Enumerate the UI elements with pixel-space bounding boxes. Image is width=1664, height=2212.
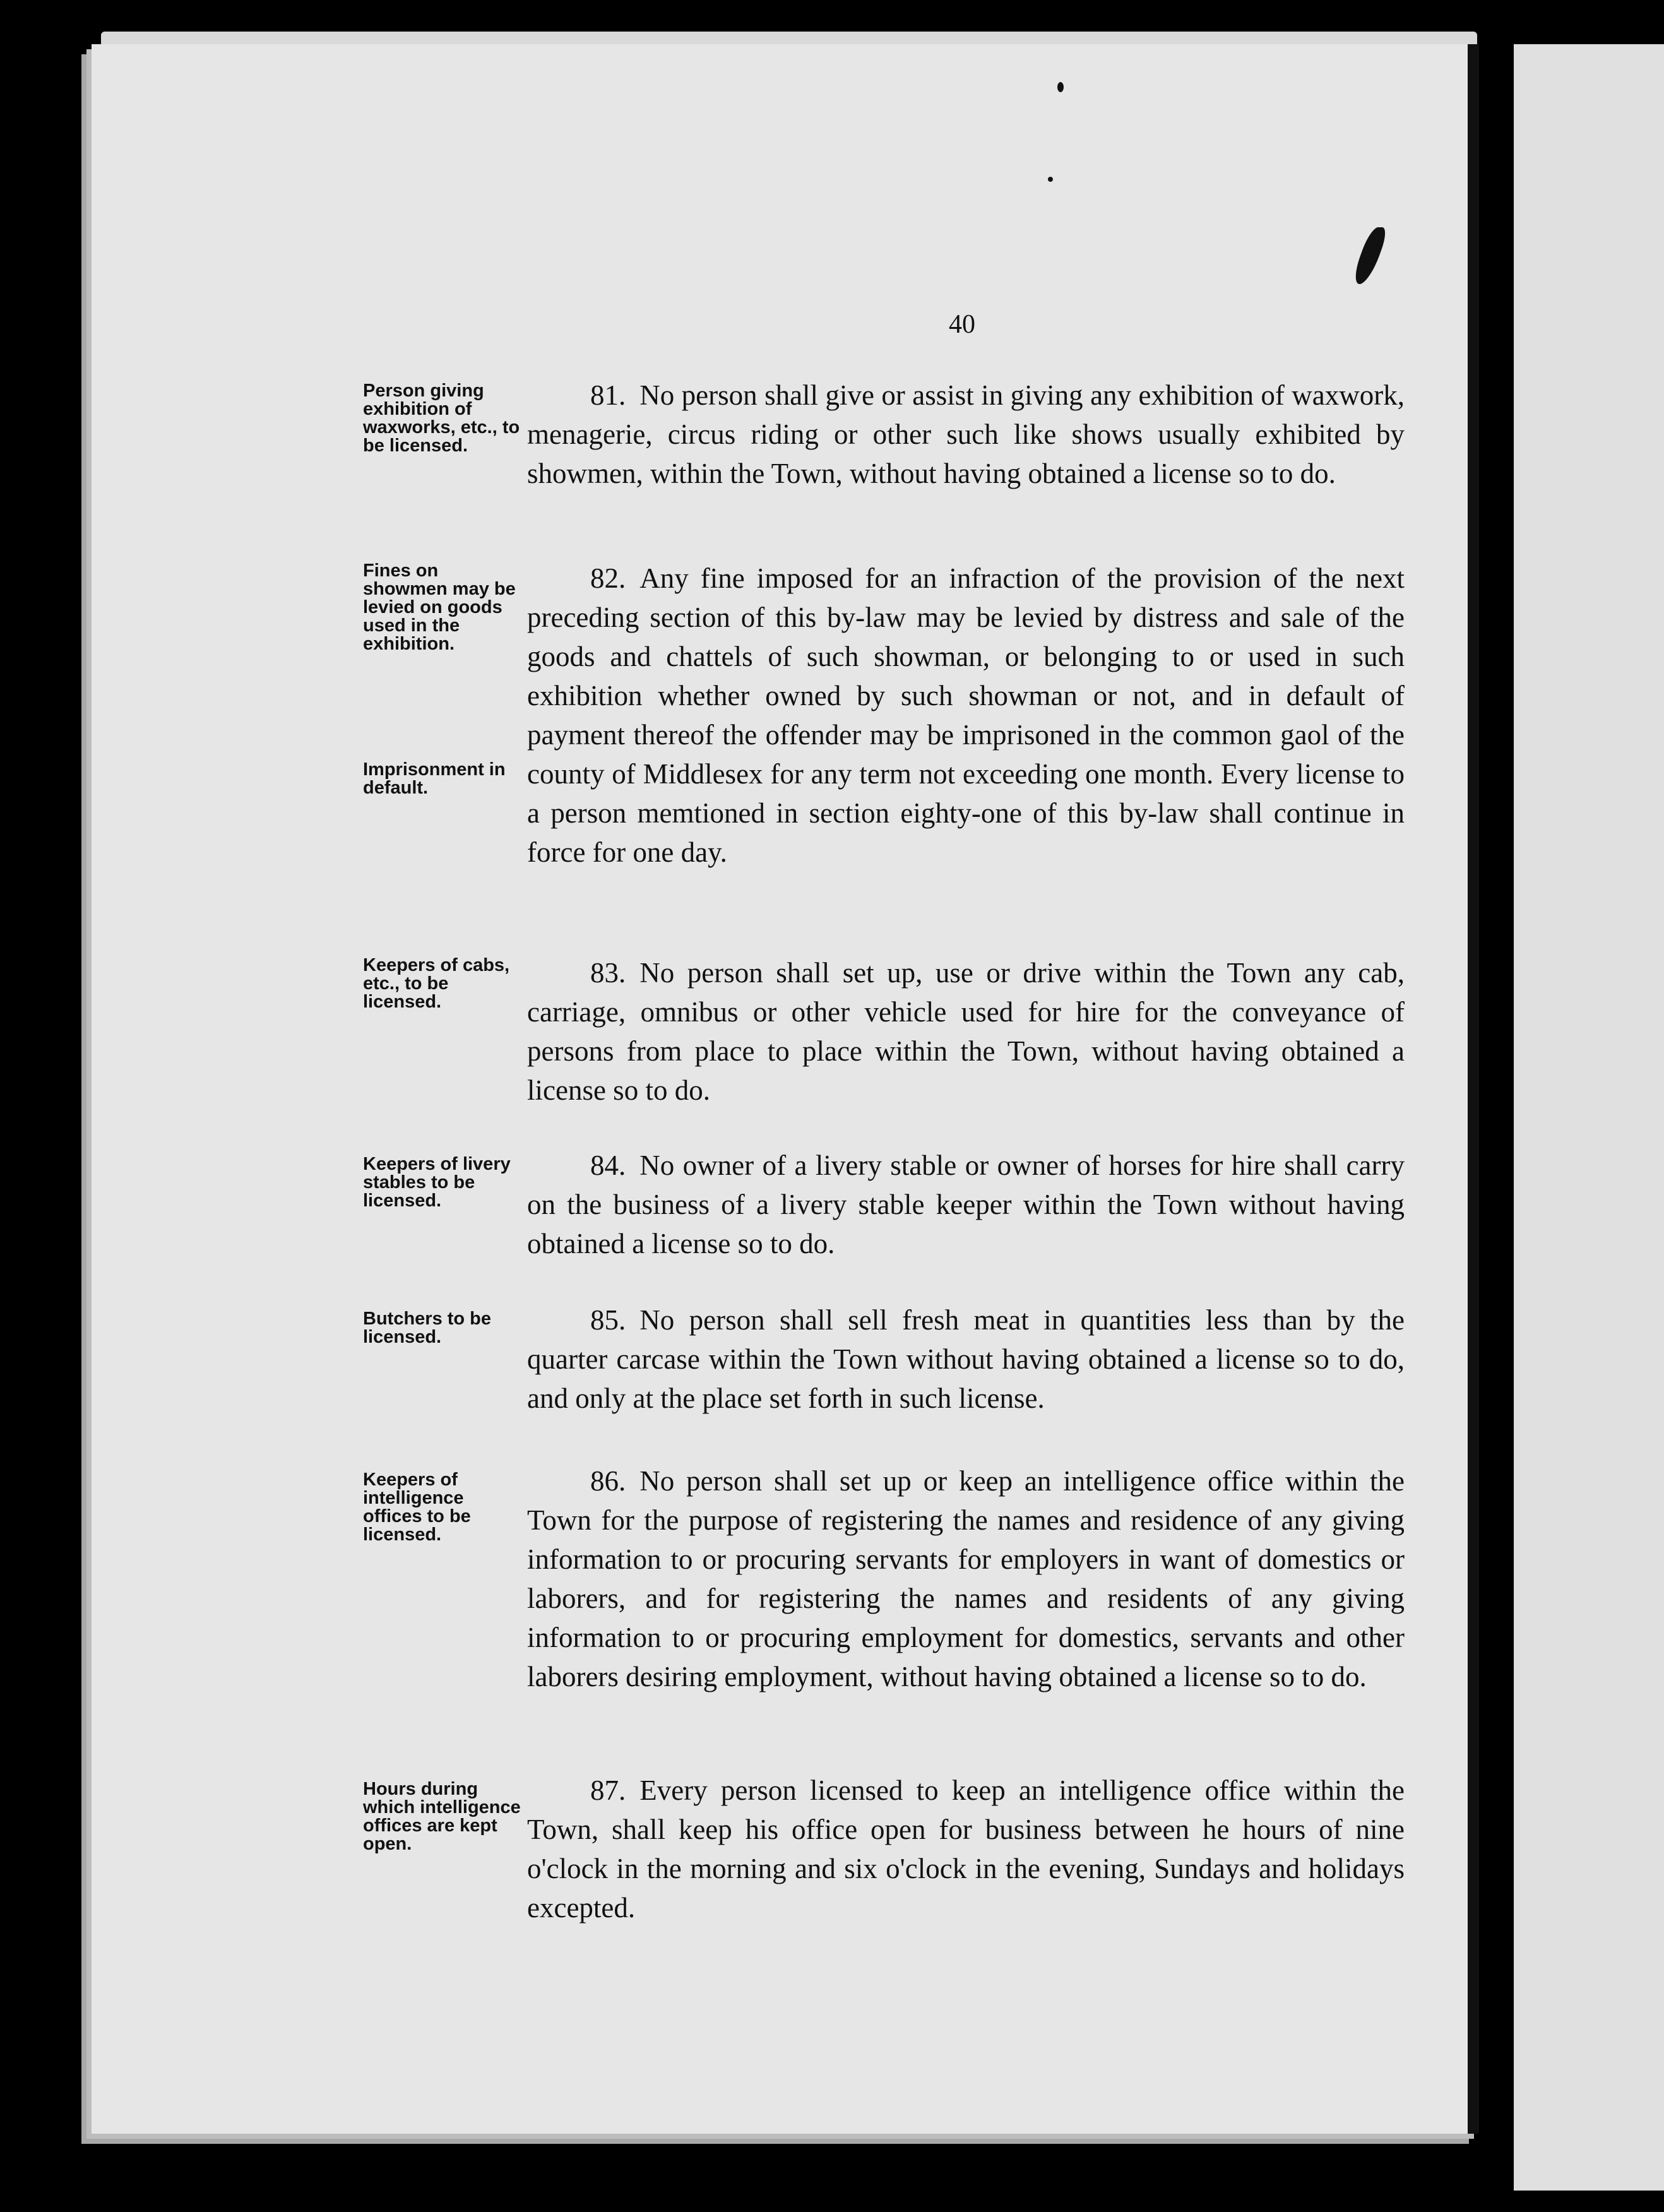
section-text — [527, 1771, 1405, 1927]
margin-note: Person giving exhibition of waxworks, etc., to be licensed. — [363, 381, 520, 456]
section-number: 81. — [590, 379, 626, 411]
speck — [1057, 82, 1064, 92]
section-body: Every person licensed to keep an intelligence office within the Town, shall keep his office open for business between he hours of nine o'clock in the morning and six o'clock in the evening, Sundays and holidays excepted. — [527, 1775, 1405, 1924]
document-page — [92, 44, 1479, 2134]
margin-note: Keepers of cabs, etc., to be licensed. — [363, 955, 510, 1012]
speck — [1048, 177, 1053, 182]
section-body: No person shall set up, use or drive within the Town any cab, carriage, omnibus or other vehicle used for hire for the conveyance of persons from place to place within the Town, without having obtained a license so to do. — [527, 957, 1405, 1106]
margin-note-secondary: Imprisonment in default. — [363, 759, 506, 798]
section-text — [527, 376, 1405, 493]
section-text — [527, 1300, 1405, 1418]
section-number: 83. — [590, 957, 626, 989]
margin-note: Butchers to be licensed. — [363, 1309, 492, 1347]
section-body: No person shall set up or keep an intelligence office within the Town for the purpose of registering the names and residence of any giving information to or procuring servants for employers in want of domestics or laborers, and for registering the names and residents of any giving information to or procuring employment for domestics, servants and other laborers desiring employment, without having obtained a license so to do. — [527, 1465, 1405, 1692]
section-number: 82. — [590, 562, 626, 594]
section-body: No person shall give or assist in giving any exhibition of waxwork, menagerie, circus riding or other such like shows usually exhibited by showmen, within the Town, without having obtained a license so to do. — [527, 379, 1405, 489]
section-number: 87. — [590, 1775, 626, 1806]
ink-mark — [1350, 227, 1390, 284]
section-text — [527, 1461, 1405, 1696]
section-number: 86. — [590, 1465, 626, 1497]
page-number: 40 — [949, 310, 975, 339]
section-text — [527, 559, 1405, 872]
section-number: 85. — [590, 1304, 626, 1336]
section-number: 84. — [590, 1150, 626, 1181]
facing-page-edge — [1514, 44, 1664, 2191]
margin-note: Fines on showmen may be levied on goods used in the exhibition. — [363, 561, 516, 654]
margin-note: Keepers of intelligence offices to be licensed. — [363, 1470, 471, 1545]
section-body: No owner of a livery stable or owner of horses for hire shall carry on the business of a livery stable keeper within the Town without having obtained a license so to do. — [527, 1150, 1405, 1259]
section-text — [527, 1146, 1405, 1263]
section-body: No person shall sell fresh meat in quantities less than by the quarter carcase within the Town without having obtained a license so to do, and only at the place set forth in such license. — [527, 1304, 1405, 1414]
section-text — [527, 953, 1405, 1110]
margin-note: Keepers of livery stables to be licensed. — [363, 1154, 511, 1211]
margin-note: Hours during which intelligence offices are kept open. — [363, 1779, 521, 1854]
section-body: Any fine imposed for an infraction of the provision of the next preceding section of this by-law may be levied by distress and sale of the goods and chattels of such showman, or belonging to or used in such exhibition whether owned by such showman or not, and in default of payment thereof the offender may be imprisoned in the common gaol of the county of Middlesex for any term not exceeding one month. Every license to a person memtioned in section eighty-one of this by-law shall continue in force for one day. — [527, 562, 1405, 868]
